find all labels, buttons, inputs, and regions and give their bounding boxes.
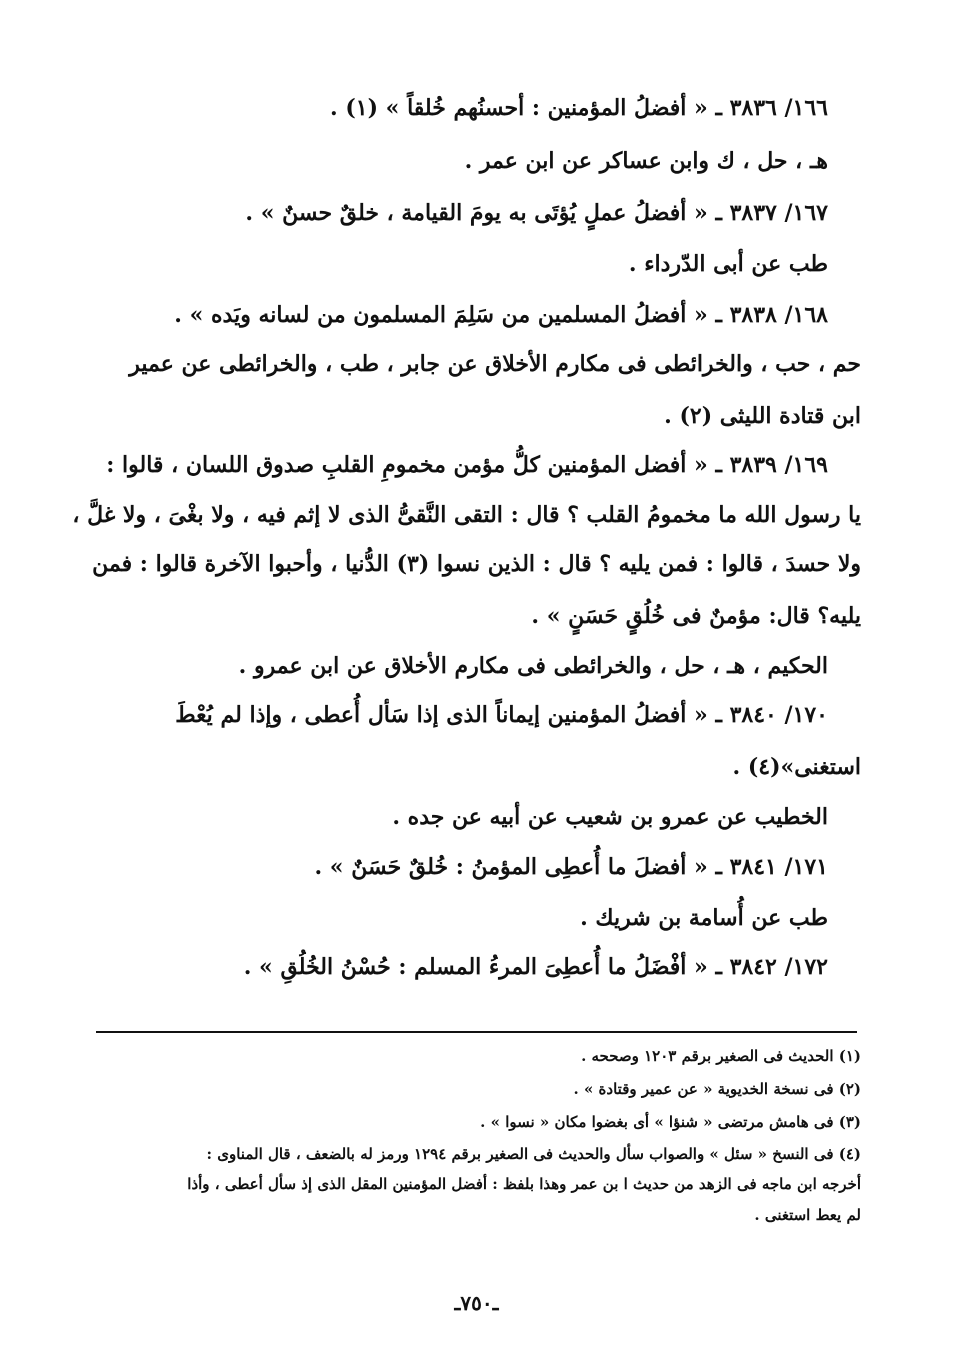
footnote-2: (٢) فى نسخة الخديوية « عن عمير وقتادة » . (573, 1080, 861, 1098)
page-number: ـ٧٥٠ـ (454, 1291, 499, 1315)
source-167: طب عن أبى الدّرداء . (628, 251, 828, 277)
source-169: الحكيم ، هـ ، حل ، والخرائطى فى مكارم الأخلاق عن ابن عمرو . (238, 653, 828, 679)
footnote-4-line1: (٤) فى النسخ « سئل » والصواب سأل والحديث فى الصغير برقم ١٢٩٤ ورمز له بالضعف ، قال المناوى : (206, 1145, 861, 1163)
hadith-167: ١٦٧/ ٣٨٣٧ ـ « أفضلُ عملٍ يُؤتَى به يومَ القيامة ، خلقٌ حسنٌ » . (245, 200, 828, 226)
footnote-separator (96, 1031, 857, 1033)
hadith-172: ١٧٢/ ٣٨٤٢ ـ « أفْضَلُ ما أُعطِىَ المرءُ المسلم : حُسْنُ الخُلُقِ » . (243, 954, 828, 980)
footnote-3: (٣) فى هامش مرتضى « شنؤا » أى بغضوا مكان « نسوا » . (480, 1113, 861, 1131)
source-170: الخطيب عن عمرو بن شعيب عن أبيه عن جده . (392, 804, 828, 830)
source-171: طب عن أُسامة بن شريك . (580, 905, 828, 931)
hadith-168: ١٦٨/ ٣٨٣٨ ـ « أفضلُ المسلمين من سَلِمَ المسلمون من لسانه ويَده » . (174, 302, 828, 328)
hadith-169-line4: يليه؟ قال: مؤمنٌ فى خُلُقٍ حَسَنٍ » . (531, 603, 861, 629)
hadith-170-line2: استغنى»(٤) . (732, 754, 861, 780)
hadith-166: ١٦٦/ ٣٨٣٦ ـ « أفضلُ المؤمنين : أحسنُهم خُلقاً » (١) . (330, 95, 828, 121)
hadith-170-line1: ١٧٠/ ٣٨٤٠ ـ « أفضلُ المؤمنين إيماناً الذى إذا سَأل أُعطى ، وإذا لم يُعْطَ (175, 702, 828, 728)
hadith-169-line1: ١٦٩/ ٣٨٣٩ ـ « أفضل المؤمنين كلُّ مؤمن مخمومِ القلبِ صدوق اللسان ، قالوا : (106, 452, 828, 478)
hadith-169-line3: ولا حسدَ ، قالوا : فمن يليه ؟ قال : الذين نسوا (٣) الدُّنيا ، وأحبوا الآخرة قالوا : فمن (92, 551, 861, 577)
hadith-169-line2: يا رسول الله ما مخمومُ القلب ؟ قال : التقى النَّقىُّ الذى لا إثم فيه ، ولا بغْىَ ، ولا غلَّ ، (72, 502, 861, 528)
footnote-4-line3: لم يعط استغنى . (754, 1206, 861, 1224)
source-168-line1: حم ، حب ، والخرائطى فى مكارم الأخلاق عن جابر ، طب ، والخرائطى عن عمير (129, 351, 861, 377)
footnote-1: (١) الحديث فى الصغير برقم ١٢٠٣ وصححه . (581, 1047, 861, 1065)
hadith-171: ١٧١/ ٣٨٤١ ـ « أفضلَ ما أُعطِى المؤمنُ : خُلقٌ حَسَنٌ » . (314, 854, 828, 880)
source-166: هـ ، حل ، ك وابن عساكر عن ابن عمر . (464, 148, 828, 174)
footnote-4-line2: أخرجه ابن ماجه فى الزهد من حديث ا بن عمر وهذا بلفظ : أفضل المؤمنين المقل الذى إذ سأل أعطى ، وأذا (187, 1175, 861, 1193)
source-168-line2: ابن قتادة الليثى (٢) . (664, 403, 861, 429)
